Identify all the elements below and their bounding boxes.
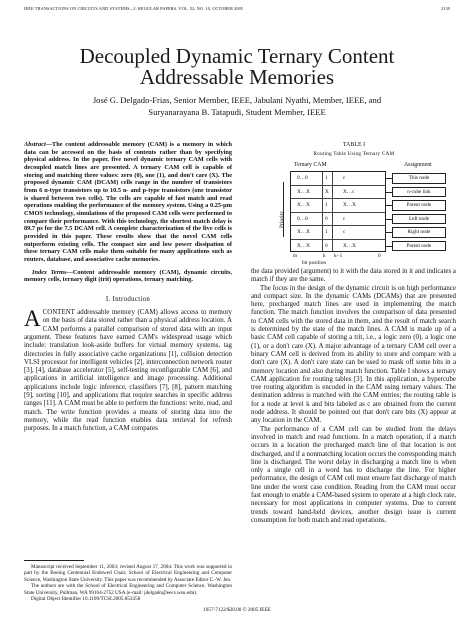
abstract-text: The content addressable memory (CAM) is a memory in which data can be accessed on the basis of contents rather than by specifying physical address. In the paper, five novel dynamic ternary CAM cells with decoupled match lines are presented. A ternary CAM cell is capable of storing and matching three values: zero (0), one (1), and don't care (X). The proposed dynamic CAM (DCAM) cells range in the number of transistors from 6 n-type transistors up to 10.5 n- and p-type transistors (one transistor is shared between two cells). The cells are capable of fast match and read operations enabling the performance of the memory system. Using a 0.25-μm CMOS technology, simulations of the proposed CAM cells were performed to compare their performance. With this technology, the shortest match delay is 89.7 ps for the 7.5 DCAM cell. A complete characterization of the five cells is provided in this paper. These results show that the novel CAM cells outperform existing cells. The compact size and low power dissipation of these ternary CAM cells make them suitable for many applications such as routers, database, and associative cache memories.: [24, 141, 232, 263]
table-cell: X: [325, 188, 329, 195]
running-head: [24, 6, 450, 14]
bit-position-label: bit position: [302, 260, 326, 266]
table-row: [291, 186, 385, 200]
abstract: [24, 141, 232, 264]
assignment-box: Parent node: [392, 241, 446, 252]
authors-line-2: Suryanarayana B. Tatapudi, Student Member, IEEE: [148, 106, 326, 117]
body-paragraph: The focus in the design of the dynamic circuit is on high performance and compact size. In the dynamic CAMs (DCAMs) that are presented here, precharged match lines are used in implementing the match function. The match function involves the comparison of data presented to CAM cells with the stored data in them, and the result of match search is determined by the state of the match lines. A CAM is made up of a basic CAM cell capable of storing a trit, i.e., a logic zero (0), a logic one (1), or a don't care (X). A major advantage of a ternary CAM cell over a binary CAM cell is derived from its ability to store and compare with a don't care (X). A don't care state can be used to mask off some bits in a memory location and also during match function. Table I shows a ternary CAM application for routing tables [3]. In this application, a hypercube tree routing algorithm is encoded in the CAM using ternary values. The destination address is matched with the CAM entries; the routing table is for a node at level k and bits labeled as c are obtained from the current node address. It should be pointed out that don't care bits (X) appear at any location in the CAM.: [251, 284, 456, 425]
footnote-rule: [24, 560, 84, 561]
footnote-manuscript: Manuscript received September 11, 2003; revised August 17, 2004. This work was supported in part by the Boeing Centennial Endowed Chair, School of Electrical Engineering and Computer Science, Washington State University. This paper was recommended by Associate Editor C.-W. Jen.: [24, 564, 232, 583]
title-line-2: Addressable Memories: [139, 65, 335, 89]
bit-label: 0: [378, 253, 381, 259]
column-header-ternary-cam: Ternary CAM: [294, 162, 327, 168]
priority-label: Priority: [279, 210, 285, 228]
index-terms-text: Content addressable memory (CAM), dynamic circuits, memory cells, ternary digit (trit) operations, ternary matching.: [24, 268, 233, 284]
table-cell: 0…0: [297, 175, 308, 181]
table-cell: X…X: [297, 188, 310, 195]
assignment-box: Left node: [392, 214, 446, 225]
table-cell: X…X: [297, 202, 310, 208]
abstract-label: Abstract—: [24, 141, 52, 148]
page-number: 2139: [441, 6, 450, 11]
column-header-assignment: Assignment: [404, 162, 432, 168]
drop-cap: A: [24, 306, 41, 332]
table-cell: 0: [325, 215, 328, 222]
table-cell: 1: [325, 229, 328, 235]
table-cell: X…X: [297, 242, 310, 249]
authors-line-1: José G. Delgado-Frias, Senior Member, IEEE, Jabulani Nyathi, Member, IEEE, and: [92, 95, 382, 105]
table-row: [291, 199, 385, 213]
table-caption-number: TABLE I: [342, 142, 366, 148]
table-cell: c: [343, 215, 346, 222]
assignment-box: Parent node: [392, 200, 446, 211]
table-row: [291, 213, 385, 227]
copyright-code: 1057-7122/$20.00 © 2005 IEEE: [203, 607, 271, 613]
right-column: [251, 268, 456, 525]
table-1-figure: [252, 142, 452, 264]
priority-arrow: [283, 182, 284, 237]
paper-title: [0, 46, 474, 88]
journal-header: IEEE TRANSACTIONS ON CIRCUITS AND SYSTEMS—I: REGULAR PAPERS, VOL. 52, NO. 10, OCTOBER 2005: [24, 6, 244, 11]
table-cell: X…X: [297, 229, 310, 235]
footnotes: [24, 560, 232, 602]
table-row: [291, 226, 385, 240]
table-row: [291, 240, 385, 254]
intro-paragraph: [24, 306, 232, 433]
body-paragraph: The performance of a CAM cell can be studied from the delays involved in match and read functions. In a match operation, if a match occurs in a location the precharged match line of that location is not discharged, and if a nonmatching location occurs the corresponding match line is discharged. The worst delay in discharging a match line is when only a single cell in a word has to discharge the line. For higher performance, the design of CAM cell must ensure fast discharge of match line under the worst case condition. Reading from the CAM must occur fast enough to enable a CAM-based system to operate at a high clock rate, necessary for most applications in computer systems. Due to current trends toward hand-held devices, another design issue is current consumption for both match and read operations.: [251, 425, 456, 524]
bit-label: k: [323, 253, 326, 259]
table-cell: 1: [325, 175, 328, 181]
table-cell: X…X: [343, 242, 356, 249]
assignment-box: Right node: [392, 227, 446, 238]
section-heading-introduction: I. Introduction: [105, 295, 151, 303]
table-cell: 0…0: [297, 215, 308, 222]
table-cell: X…X: [343, 202, 356, 208]
index-terms-label: Index Terms—: [32, 268, 73, 276]
footnote-affiliation: The authors are with the School of Electrical Engineering and Computer Science, Washington State University, Pullman, WA 99164-2752 USA (e-mail: jdelgado@eecs.wsu.edu).: [24, 583, 232, 596]
table-caption-title: Routing Table Using Ternary CAM: [313, 151, 395, 157]
table-cell: c: [343, 229, 346, 235]
assignment-box: This node: [392, 173, 446, 184]
intro-text: CONTENT addressable memory (CAM) allows access to memory on the basis of data stored rather than a physical address location. A CAM performs a parallel comparison of stored data with an input argument. These features have earned CAM's widespread usage which include: translation look-aside buffers for virtual memory systems, tag directories in fully associative cache organizations [1], collision detection VLSI processor for intelligent vehicles [2], interconnection network router [3], [4], database accelerator [5], self-testing reconfigurable CAM [6], and applications in artificial intelligence and image processing. Additional applications include logic inference, classifiers [7], [8], pattern matching [9], sorting [10], and applications that require searches in specific address ranges [11]. A CAM must be able to perform the functions: write, read, and match. The write function provides a means of storing data into the memory, while the read function enables data retrieval for refresh purposes. In a match function, a CAM compares: [24, 309, 232, 433]
author-list: [60, 95, 414, 118]
table-cell: 0: [325, 242, 328, 249]
left-column: [24, 141, 232, 434]
table-row: [291, 172, 385, 186]
table-cell: X…c: [343, 188, 355, 195]
bit-label: m: [293, 253, 298, 259]
table-cell: c: [343, 175, 346, 181]
ternary-cam-grid: [290, 171, 386, 252]
bit-label: k−1: [334, 253, 343, 259]
footnote-doi: Digital Object Identifier 10.1109/TCSI.2005.853358: [31, 596, 141, 603]
title-line-1: Decoupled Dynamic Ternary Content: [79, 44, 395, 68]
assignment-box: n-cube link: [392, 187, 446, 198]
table-cell: 1: [325, 202, 328, 208]
index-terms: [24, 269, 232, 284]
continued-paragraph: the data provided (argument) to it with the data stored in it and indicates a match if they are the same.: [251, 268, 456, 284]
